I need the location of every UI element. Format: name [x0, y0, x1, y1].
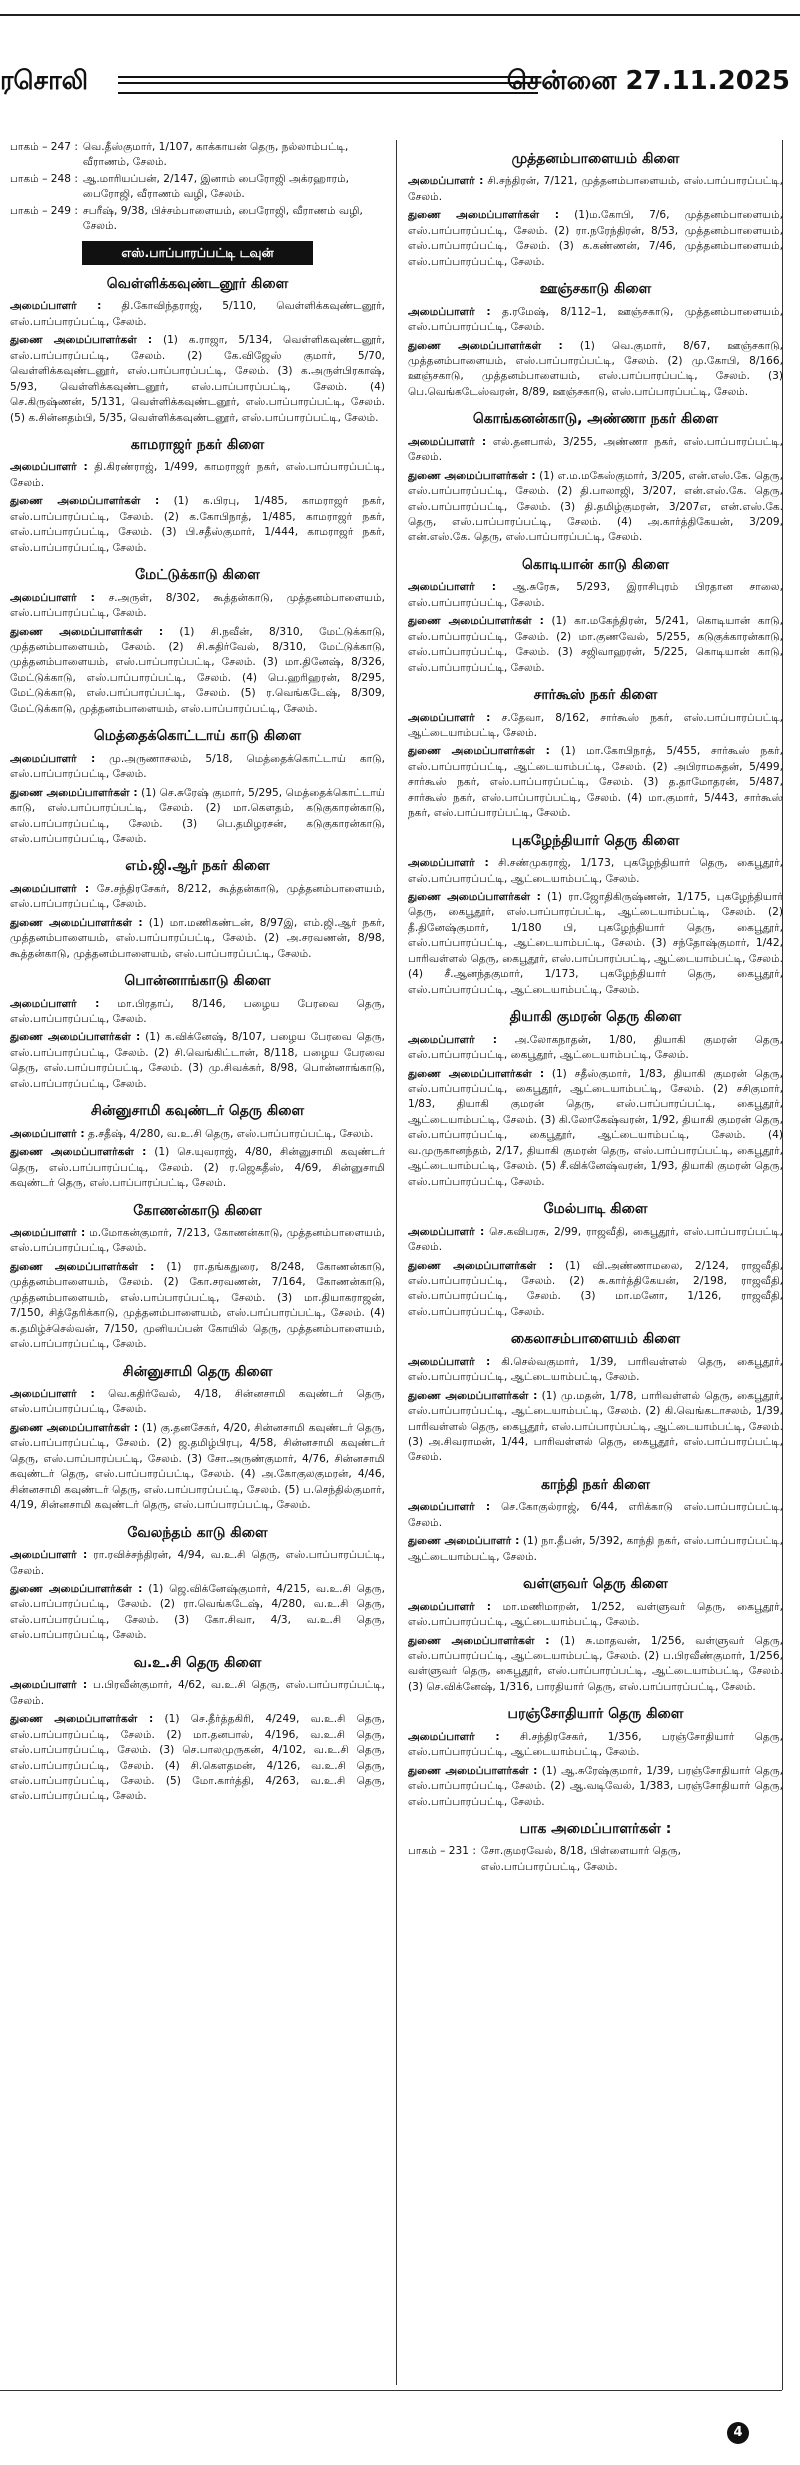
deputies-label: துணை அமைப்பாளர்கள் : — [10, 1031, 141, 1044]
deputies-label: துணை அமைப்பாளர்கள் : — [10, 1713, 154, 1726]
deputies-entry — [408, 890, 783, 998]
deputies-text: (1) வி.அண்ணாமலை, 2/124, ராஜவீதி, எஸ்.பாப்பாரப்பட்டி, சேலம். (2) சு.கார்த்திகேயன், 2/198, ராஜவீதி, எஸ்.பாப்பாரப்பட்டி, சேலம். (3) மா.மனோ, 1/126, ராஜவீதி, எஸ்.பாப்பாரப்பட்டி, சேலம். — [408, 1259, 783, 1318]
deputies-entry — [10, 1421, 385, 1514]
deputies-entry — [10, 494, 385, 556]
organizer-text: ப.பிரவீன்குமார், 4/62, வ.உ.சி தெரு, எஸ்.பாப்பாரப்பட்டி, சேலம். — [10, 1679, 385, 1707]
deputies-text: (1) எ.ம.மகேஸ்குமார், 3/205, என்.எஸ்.கே. தெரு, எஸ்.பாப்பாரப்பட்டி, சேலம். (2) தி.பாலாஜி, 3/207, என்.எஸ்.கே. தெரு, எஸ்.பாப்பாரப்பட்டி, சேலம். (3) தி.தமிழ்குமரன், 3/207எ, என்.எஸ்.கே. தெரு, எஸ்.பாப்பாரப்பட்டி, சேலம். (4) அ.கார்த்திகேயன், 3/209, என்.எஸ்.கே. தெரு, எஸ்.பாப்பாரப்பட்டி, சேலம். — [408, 469, 783, 544]
booth-label: பாகம் – 247 : — [10, 141, 78, 153]
deputies-text: (1) மு.மதன், 1/78, பாரிவள்ளல் தெரு, கைபூதூர், எஸ்.பாப்பாரப்பட்டி, ஆட்டையாம்பட்டி, சேலம். (2) கி.வெங்கடாசலம், 1/39, பாரிவள்ளல் தெரு, கைபூதூர், எஸ்.பாப்பாரப்பட்டி, ஆட்டையாம்பட்டி, சேலம். (3) அ.சிவராமன், 1/44, பாரிவள்ளல் தெரு, கைபூதூர், எஸ்.பாப்பாரப்பட்டி, சேலம். — [408, 1389, 783, 1464]
organizer-text: ச.அருள், 8/302, கூத்தன்காடு, முத்தனம்பாளையம், எஸ்.பாப்பாரப்பட்டி, சேலம். — [10, 591, 385, 620]
deputies-label: துணை அமைப்பாளர்கள் : — [10, 495, 160, 508]
booth-label: பாகம் – 249 : — [10, 204, 78, 217]
organizer-label: அமைப்பாளர் : — [408, 581, 496, 594]
city-date: சென்னை 27.11.2025 — [506, 66, 790, 96]
organizer-entry — [408, 1225, 783, 1256]
organizer-entry — [10, 591, 385, 622]
deputies-text: (1) க.பிரபு, 1/485, காமராஜர் நகர், எஸ்.பாப்பாரப்பட்டி, சேலம். (2) க.கோபிநாத், 1/485, காமராஜர் நகர், எஸ்.பாப்பாரப்பட்டி, சேலம். (3) பி.சதீஸ்குமார், 1/444, காமராஜர் நகர், எஸ்.பாப்பாரப்பட்டி, சேலம். — [10, 495, 385, 554]
deputies-entry — [10, 1582, 385, 1644]
deputies-entry — [10, 333, 385, 426]
booth-text: வெ.தீஸ்குமார், 1/107, காக்காயன் தெரு, நல்லாம்பட்டி, வீராணம், சேலம். — [82, 141, 349, 169]
deputies-entry — [408, 1764, 783, 1810]
deputies-entry — [408, 469, 783, 546]
organizer-text: சி.சண்முகராஜ், 1/173, புகழேந்தியார் தெரு, கைபூதூர், எஸ்.பாப்பாரப்பட்டி, ஆட்டையாம்பட்டி, சேலம். — [408, 857, 783, 885]
organizer-label: அமைப்பாளர் : — [10, 300, 102, 313]
deputies-label: துணை அமைப்பாளர்கள் : — [10, 1146, 147, 1159]
branch-title: மெத்தைக்கொட்டாய் காடு கிளை — [93, 728, 302, 745]
organizer-entry — [408, 1355, 783, 1386]
branch-title: சின்னுசாமி தெரு கிளை — [122, 1363, 273, 1380]
masthead — [0, 0, 800, 100]
organizer-entry — [408, 1730, 783, 1761]
footer-rule — [0, 2390, 782, 2391]
branch-title: கொங்கனன்காடு, அண்ணா நகர் கிளை — [472, 411, 719, 428]
organizer-entry — [408, 305, 783, 336]
organizer-entry — [408, 1600, 783, 1631]
deputies-label: துணை அமைப்பாளர்கள் : — [408, 1259, 553, 1272]
organizer-entry — [10, 1548, 385, 1579]
deputies-entry — [408, 1534, 783, 1565]
organizer-text: ம.மோகன்குமார், 7/213, கோணன்காடு, முத்தனம்பாளையம், எஸ்.பாப்பாரப்பட்டி, சேலம். — [10, 1226, 385, 1255]
booth-label: பாகம் – 248 : — [10, 172, 78, 185]
branch-title: மேல்பாடி கிளை — [543, 1201, 648, 1218]
deputies-text: (1) மா.கோபிநாத், 5/455, சார்கூஸ் நகர், எஸ்.பாப்பாரப்பட்டி, ஆட்டையாம்பட்டி, சேலம். (2) அபிராமசுதன், 5/499, சார்கூஸ் நகர், எஸ்.பாப்பாரப்பட்டி, சேலம். (3) த.தாமோதரன், 5/487, சார்கூஸ் நகர், எஸ்.பாப்பாரப்பட்டி, சேலம். (4) மா.குமார், 5/443, சார்கூஸ் நகர், எஸ்.பாப்பாரப்பட்டி, சேலம். — [408, 745, 783, 820]
right-column — [408, 140, 783, 2385]
organizer-entry — [10, 1678, 385, 1709]
branch-title: கைலாசம்பாளையம் கிளை — [510, 1331, 681, 1348]
organizer-entry — [408, 435, 783, 466]
deputies-text: (1) சு.மாதவன், 1/256, வள்ளுவர் தெரு, எஸ்.பாப்பாரப்பட்டி, ஆட்டையாம்பட்டி, சேலம். (2) ப.பிரவீண்குமார், 1/256, வள்ளுவர் தெரு, கைபூதூர், எஸ்.பாப்பாரப்பட்டி, ஆட்டையாம்பட்டி, சேலம். (3) செ.விக்னேஷ், 1/316, பாரதியார் தெரு, எஸ்.பாப்பாரப்பட்டி, சேலம். — [408, 1634, 783, 1693]
organizer-text: சே.சந்திரசேகர், 8/212, கூத்தன்காடு, முத்தனம்பாளையம், எஸ்.பாப்பாரப்பட்டி, சேலம். — [10, 882, 385, 911]
branch-title: சின்னுசாமி கவுண்டர் தெரு கிளை — [90, 1103, 305, 1120]
deputies-text: (1) ரா.ஜோதிகிருஷ்ணன், 1/175, புகழேந்தியார் தெரு, கைபூதூர், எஸ்.பாப்பாரப்பட்டி, ஆட்டையாம்பட்டி, சேலம். (2) தீ.தினேஷ்குமார், 1/180 பி, புகழேந்தியார் தெரு, கைபூதூர், எஸ்.பாப்பாரப்பட்டி, ஆட்டையாம்பட்டி, சேலம். (3) சந்தோஷ்குமார், 1/42, பாரிவள்ளல் தெரு, கைபூதூர், எஸ்.பாப்பாரப்பட்டி, ஆட்டையாம்பட்டி, சேலம். (4) சீ.ஆனந்தகுமார், 1/173, புகழேந்தியார் தெரு, கைபூதூர், எஸ்.பாப்பாரப்பட்டி, ஆட்டையாம்பட்டி, சேலம். — [408, 891, 783, 996]
organizer-text: ரா.ரவிச்சந்திரன், 4/94, வ.உ.சி தெரு, எஸ்.பாப்பாரப்பட்டி, சேலம். — [10, 1549, 385, 1577]
deputies-entry — [10, 786, 385, 848]
booth-label: பாகம் – 231 : — [408, 1845, 476, 1858]
deputies-label: துணை அமைப்பாளர்கள் : — [10, 786, 138, 799]
organizer-label: அமைப்பாளர் : — [10, 1127, 85, 1140]
organizer-entry — [408, 1500, 783, 1531]
organizer-label: அமைப்பாளர் : — [10, 1226, 86, 1239]
organizer-text: சி.சந்திரசேகர், 1/356, பரஞ்சோதியார் தெரு, எஸ்.பாப்பாரப்பட்டி, ஆட்டையாம்பட்டி, சேலம். — [408, 1730, 783, 1759]
deputies-entry — [408, 208, 783, 270]
branch-title: தியாகி குமரன் தெரு கிளை — [509, 1009, 682, 1026]
deputies-text: (1) கா.மகேந்திரன், 5/241, கொடியான் காடு, எஸ்.பாப்பாரப்பட்டி, சேலம். (2) மா.குணவேல், 5/255, கடுகுக்காரன்காடு, எஸ்.பாப்பாரப்பட்டி, சேலம். (3) சஜிவாஹரன், 5/225, கொடியான் காடு, எஸ்.பாப்பாரப்பட்டி, சேலம். — [408, 615, 783, 674]
organizer-entry — [408, 1033, 783, 1064]
organizer-label: அமைப்பாளர் : — [408, 1225, 485, 1238]
organizer-text: சி.சந்திரன், 7/121, முத்தனம்பாளையம், எஸ்.பாப்பாரப்பட்டி, சேலம். — [408, 175, 783, 203]
organizer-entry — [10, 1127, 385, 1142]
left-column — [10, 140, 385, 2385]
organizer-label: அமைப்பாளர் : — [408, 1600, 491, 1613]
deputies-label: துணை அமைப்பாளர்கள் : — [10, 334, 153, 347]
organizer-text: மா.மணிமாறன், 1/252, வள்ளுவர் தெரு, கைபூதூர், எஸ்.பாப்பாரப்பட்டி, ஆட்டையாம்பட்டி, சேலம். — [408, 1600, 783, 1629]
deputies-text: (1)ம.கோபி, 7/6, முத்தனம்பாளையம், எஸ்.பாப்பாரப்பட்டி, சேலம். (2) ரா.நரேந்திரன், 8/53, முத்தனம்பாளையம், எஸ்.பாப்பாரப்பட்டி, சேலம். (3) க.கண்ணன், 7/46, முத்தனம்பாளையம், எஸ்.பாப்பாரப்பட்டி, சேலம். — [408, 209, 783, 268]
branch-title: பொன்னாங்காடு கிளை — [124, 973, 271, 990]
organizer-label: அமைப்பாளர் : — [10, 461, 88, 474]
organizer-entry — [408, 711, 783, 742]
masthead-bars — [118, 76, 538, 94]
organizer-entry — [10, 1226, 385, 1257]
deputies-text: (1) செ.தீர்த்தகிரி, 4/249, வ.உ.சி தெரு, எஸ்.பாப்பாரப்பட்டி, சேலம். (2) மா.தனபால், 4/196, வ.உ.சி தெரு, எஸ்.பாப்பாரப்பட்டி, சேலம். (3) செ.பாலமுருகன், 4/102, வ.உ.சி தெரு, எஸ்.பாப்பாரப்பட்டி, சேலம். (4) சி.கௌதமன், 4/126, வ.உ.சி தெரு, எஸ்.பாப்பாரப்பட்டி, சேலம். (5) மோ.கார்த்தி, 4/263, வ.உ.சி தெரு, எஸ்.பாப்பாரப்பட்டி, சேலம். — [10, 1713, 385, 1803]
organizer-label: அமைப்பாளர் : — [408, 1033, 497, 1046]
town-band: எஸ்.பாப்பாரப்பட்டி டவுன் — [82, 241, 313, 265]
branch-title: ஊஞ்சகாடு கிளை — [539, 281, 652, 298]
deputies-label: துணை அமைப்பாளர்கள் : — [408, 1764, 538, 1777]
deputies-entry — [10, 1145, 385, 1191]
booth-text: ஆ.மாரியப்பன், 2/147, இனாம் பைரோஜி அக்ரஹாரம், பைரோஜி, வீராணம் வழி, சேலம். — [82, 172, 349, 201]
organizer-label: அமைப்பாளர் : — [10, 1679, 88, 1692]
organizer-text: வெ.கதிர்வேல், 4/18, சின்னசாமி கவுண்டர் தெரு, எஸ்.பாப்பாரப்பட்டி, சேலம். — [10, 1388, 385, 1416]
deputies-label: துணை அமைப்பாளர்கள் : — [10, 1260, 155, 1273]
deputies-label: துணை அமைப்பாளர் : — [408, 1535, 520, 1548]
branch-title: கொடியான் காடு கிளை — [521, 556, 670, 573]
deputies-label: துணை அமைப்பாளர்கள் : — [408, 615, 544, 628]
deputies-entry — [408, 1259, 783, 1321]
organizer-entry — [10, 752, 385, 783]
organizer-text: செ.கவிபரசு, 2/99, ராஜவீதி, கைபூதூர், எஸ்.பாப்பாரப்பட்டி, சேலம். — [408, 1225, 783, 1254]
booth-entry — [10, 140, 385, 171]
deputies-text: (1) செ.யுவராஜ், 4/80, சின்னுசாமி கவுண்டர் தெரு, எஸ்.பாப்பாரப்பட்டி, சேலம். (2) ர.ஜெகதீஸ், 4/69, சின்னுசாமி கவுண்டர் தெரு, எஸ்.பாப்பாரப்பட்டி, சேலம். — [10, 1146, 385, 1190]
booth-entry — [10, 172, 385, 203]
deputies-text: (1) சி.நவீன், 8/310, மேட்டுக்காடு, முத்தனம்பாளையம், சேலம். (2) சி.சுதிர்வேல், 8/310, மேட்டுக்காடு, முத்தனம்பாளையம், எஸ்.பாப்பாரப்பட்டி, சேலம். (3) மா.தினேஷ், 8/326, மேட்டுக்காடு, எஸ்.பாப்பாரப்பட்டி, சேலம். (4) பெ.ஹரிஹரன், 8/295, மேட்டுக்காடு, எஸ்.பாப்பாரப்பட்டி, சேலம். (5) ர.வெங்கடேஷ், 8/309, மேட்டுக்காடு, முத்தனம்பாளையம், எஸ்.பாப்பாரப்பட்டி, சேலம். — [10, 625, 385, 715]
organizer-label: அமைப்பாளர் : — [408, 435, 487, 448]
organizer-entry — [10, 460, 385, 491]
organizer-text: தி.கிரண்ராஜ், 1/499, காமராஜர் நகர், எஸ்.பாப்பாரப்பட்டி, சேலம். — [10, 461, 385, 489]
organizer-label: அமைப்பாளர் : — [408, 175, 484, 188]
deputies-label: துணை அமைப்பாளர்கள் : — [10, 1421, 139, 1434]
branch-title: எம்.ஜி.ஆர் நகர் கிளை — [125, 858, 270, 875]
branch-title: வெள்ளிக்கவுண்டனூர் கிளை — [106, 275, 289, 292]
deputies-entry — [10, 1030, 385, 1092]
article-columns — [10, 140, 782, 2385]
organizer-label: அமைப்பாளர் : — [408, 1730, 500, 1743]
branch-title: காமராஜர் நகர் கிளை — [130, 437, 265, 454]
deputies-label: துணை அமைப்பாளர்கள் : — [10, 916, 143, 929]
deputies-text: (1) மா.மணிகண்டன், 8/97இ, எம்.ஜி.ஆர் நகர், முத்தனம்பாளையம், எஸ்.பாப்பாரப்பட்டி, சேலம். (2) அ.சரவணன், 8/98, கூத்தன்காடு, முத்தனம்பாளையம், எஸ்.பாப்பாரப்பட்டி, சேலம். — [10, 916, 385, 960]
organizer-text: த.ரமேஷ், 8/112–1, ஊஞ்சகாடு, முத்தனம்பாளையம், எஸ்.பாப்பாரப்பட்டி, சேலம். — [408, 305, 783, 334]
deputies-entry — [408, 339, 783, 401]
organizer-label: அமைப்பாளர் : — [10, 1549, 88, 1562]
paper-title: ரசொலி — [0, 66, 89, 96]
deputies-text: (1) சதீஸ்குமார், 1/83, தியாகி குமரன் தெரு, எஸ்.பாப்பாரப்பட்டி, கைபூதூர், ஆட்டையாம்பட்டி, சேலம். (2) சசிகுமார், 1/83, தியாகி குமரன் தெரு, எஸ்.பாப்பாரப்பட்டி, கைபூதூர், ஆட்டையாம்பட்டி, சேலம். (3) கி.லோகேஷ்வரன், 1/92, தியாகி குமரன் தெரு, எஸ்.பாப்பாரப்பட்டி, கைபூதூர், ஆட்டையாம்பட்டி, சேலம். (4) வ.முருகானந்தம், 2/17, தியாகி குமரன் தெரு, எஸ்.பாப்பாரப்பட்டி, கைபூதூர், ஆட்டையாம்பட்டி, சேலம். (5) சீ.விக்னேஷ்வரன், 1/93, தியாகி குமரன் தெரு, எஸ்.பாப்பாரப்பட்டி, சேலம். — [408, 1067, 783, 1188]
deputies-label: துணை அமைப்பாளர்கள் : — [408, 1389, 538, 1402]
organizer-entry — [408, 174, 783, 205]
branch-title: வள்ளுவர் தெரு கிளை — [523, 1576, 668, 1593]
deputies-entry — [10, 1712, 385, 1805]
organizer-label: அமைப்பாளர் : — [10, 1388, 95, 1401]
deputies-label: துணை அமைப்பாளர்கள் : — [408, 891, 541, 904]
deputies-entry — [408, 1067, 783, 1191]
deputies-label: துணை அமைப்பாளர்கள் : — [408, 469, 536, 482]
deputies-label: துணை அமைப்பாளர்கள் : — [10, 1582, 143, 1595]
branch-title: பரஞ்சோதியார் தெரு கிளை — [507, 1706, 684, 1723]
organizer-text: தி.கோவிந்தராஜ், 5/110, வெள்ளிக்கவுண்டனூர், எஸ்.பாப்பாரப்பட்டி, சேலம். — [10, 300, 385, 328]
branch-title: வ.உ.சி தெரு கிளை — [133, 1654, 262, 1671]
deputies-label: துணை அமைப்பாளர்கள் : — [408, 209, 559, 222]
deputies-entry — [10, 625, 385, 718]
organizer-label: அமைப்பாளர் : — [408, 857, 489, 870]
booth-text: சோ.குமரவேல், 8/18, பிள்ளையார் தெரு, எஸ்.பாப்பாரப்பட்டி, சேலம். — [480, 1845, 681, 1873]
deputies-text: (1) கு.தனசேகர், 4/20, சின்னசாமி கவுண்டர் தெரு, எஸ்.பாப்பாரப்பட்டி, சேலம். (2) ஜ.தமிழ்பிரபு, 4/58, சின்னசாமி கவுண்டர் தெரு, எஸ்.பாப்பாரப்பட்டி, சேலம். (3) சோ.அருண்குமார், 4/76, சின்னசாமி கவுண்டர் தெரு, எஸ்.பாப்பாரப்பட்டி, சேலம். (4) அ.கோகுலகுமரன், 4/46, சின்னசாமி கவுண்டர் தெரு, எஸ்.பாப்பாரப்பட்டி, சேலம். (5) ப.செந்தில்குமார், 4/19, சின்னசாமி கவுண்டர் தெரு, எஸ்.பாப்பாரப்பட்டி, சேலம். — [10, 1421, 385, 1512]
deputies-text: (1) க.விக்னேஷ், 8/107, பழைய பேரவை தெரு, எஸ்.பாப்பாரப்பட்டி, சேலம். (2) சி.வெங்கிட்டான், 8/118, பழைய பேரவை தெரு, எஸ்.பாப்பாரப்பட்டி, சேலம். (3) மு.சிவக்கர், 8/98, பொன்னாங்காடு, எஸ்.பாப்பாரப்பட்டி, சேலம். — [10, 1031, 385, 1090]
deputies-text: (1) ஜெ.விக்னேஷ்குமார், 4/215, வ.உ.சி தெரு, எஸ்.பாப்பாரப்பட்டி, சேலம். (2) ரா.வெங்கடேஷ், 4/280, வ.உ.சி தெரு, எஸ்.பாப்பாரப்பட்டி, சேலம். (3) கோ.சிவா, 4/3, வ.உ.சி தெரு, எஸ்.பாப்பாரப்பட்டி, சேலம். — [10, 1582, 385, 1642]
top-rule — [0, 14, 800, 16]
organizer-label: அமைப்பாளர் : — [10, 752, 96, 765]
organizer-label: அமைப்பாளர் : — [408, 1501, 491, 1514]
organizer-text: கி.செல்வகுமார், 1/39, பாரிவள்ளல் தெரு, கைபூதூர், எஸ்.பாப்பாரப்பட்டி, ஆட்டையாம்பட்டி, சேலம். — [408, 1355, 783, 1384]
booth-heading: பாக அமைப்பாளர்கள் : — [519, 1821, 672, 1838]
deputies-entry — [408, 1389, 783, 1466]
deputies-text: (1) வெ.குமார், 8/67, ஊஞ்சகாடு, முத்தனம்பாளையம், எஸ்.பாப்பாரப்பட்டி, சேலம். (2) மு.கோபி, 8/166, ஊஞ்சகாடு, முத்தனம்பாளையம், எஸ்.பாப்பாரப்பட்டி, சேலம். (3) பெ.வெங்கடேஸ்வரன், 8/89, ஊஞ்சகாடு, எஸ்.பாப்பாரப்பட்டி, சேலம். — [408, 339, 783, 398]
page-number: 4 — [727, 2422, 749, 2444]
booth-entry — [408, 1844, 783, 1875]
deputies-label: துணை அமைப்பாளர்கள் : — [408, 1067, 545, 1080]
deputies-text: (1) ஆ.சுரேஷ்குமார், 1/39, பரஞ்சோதியார் தெரு, எஸ்.பாப்பாரப்பட்டி, சேலம். (2) ஆ.வடிவேல், 1/383, பரஞ்சோதியார் தெரு, எஸ்.பாப்பாரப்பட்டி, சேலம். — [408, 1764, 783, 1808]
organizer-text: ச.தேவா, 8/162, சார்கூஸ் நகர், எஸ்.பாப்பாரப்பட்டி, ஆட்டையாம்பட்டி, சேலம். — [408, 711, 783, 739]
deputies-label: துணை அமைப்பாளர்கள் : — [408, 339, 563, 352]
organizer-entry — [10, 997, 385, 1028]
deputies-text: (1) ரா.தங்கதுரை, 8/248, கோணன்காடு, முத்தனம்பாளையம், சேலம். (2) கோ.சரவணன், 7/164, கோணன்காடு, முத்தனம்பாளையம், எஸ்.பாப்பாரப்பட்டி, சேலம். (3) மா.தியாகராஜன், 7/150, சித்தேரிக்காடு, முத்தனம்பாளையம், எஸ்.பாப்பாரப்பட்டி, சேலம். (4) க.தமிழ்ச்செல்வன், 7/150, முனியப்பன் கோயில் தெரு, முத்தனம்பாளையம், எஸ்.பாப்பாரப்பட்டி, சேலம். — [10, 1260, 385, 1351]
organizer-text: த.சதீஷ், 4/280, வ.உ.சி தெரு, எஸ்.பாப்பாரப்பட்டி, சேலம். — [88, 1127, 374, 1140]
organizer-entry — [10, 882, 385, 913]
branch-title: காந்தி நகர் கிளை — [540, 1476, 651, 1493]
organizer-label: அமைப்பாளர் : — [408, 711, 491, 724]
organizer-text: ஆ.சுரேசு, 5/293, இராசிபுரம் பிரதான சாலை, எஸ்.பாப்பாரப்பட்டி, சேலம். — [408, 581, 783, 609]
deputies-text: (1) செ.சுரேஷ் குமார், 5/295, மெத்தைக்கொட்டாய் காடு, எஸ்.பாப்பாரப்பட்டி, சேலம். (2) மா.கௌதம், கடுகுகாரன்காடு, எஸ்.பாப்பாரப்பட்டி, சேலம். (3) பெ.தமிழரசன், கடுகுகாரன்காடு, எஸ்.பாப்பாரப்பட்டி, சேலம். — [10, 786, 385, 845]
organizer-label: அமைப்பாளர் : — [408, 1355, 491, 1368]
deputies-label: துணை அமைப்பாளர்கள் : — [408, 745, 550, 758]
deputies-label: துணை அமைப்பாளர்கள் : — [408, 1634, 550, 1647]
organizer-text: மா.பிரதாப், 8/146, பழைய பேரவை தெரு, எஸ்.பாப்பாரப்பட்டி, சேலம். — [10, 997, 385, 1025]
organizer-label: அமைப்பாளர் : — [10, 882, 90, 895]
deputies-text: (1) க.ராஜா, 5/134, வெள்ளிகவுண்டனூர், எஸ்.பாப்பாரப்பட்டி, சேலம். (2) கே.விஜேஸ் குமார், 5/70, வெள்ளிக்கவுண்டனூர், எஸ்.பாப்பாரப்பட்டி, சேலம். (3) க.அருள்பிரகாஷ், 5/93, வெள்ளிக்கவுண்டனூர், எஸ்.பாப்பாரப்பட்டி, சேலம். (4) செ.கிருஷ்ணன், 5/131, வெள்ளிக்கவுண்டனூர், எஸ்.பாப்பாரப்பட்டி, சேலம். (5) க.சின்னதம்பி, 5/35, வெள்ளிக்கவுண்டனூர், எஸ்.பாப்பாரப்பட்டி, சேலம். — [10, 334, 385, 424]
branch-title: புகழேந்தியார் தெரு கிளை — [511, 832, 680, 849]
branch-title: முத்தனம்பாளையம் கிளை — [511, 151, 680, 167]
organizer-label: அமைப்பாளர் : — [10, 591, 95, 604]
organizer-text: அ.லோகநாதன், 1/80, தியாகி குமரன் தெரு, எஸ்.பாப்பாரப்பட்டி, கைபூதூர், ஆட்டையாம்பட்டி, சேலம். — [408, 1033, 783, 1062]
organizer-entry — [10, 1387, 385, 1418]
organizer-entry — [408, 856, 783, 887]
branch-title: மேட்டுக்காடு கிளை — [135, 567, 260, 584]
column-divider — [396, 140, 397, 2385]
organizer-text: செ.கோகுல்ராஜ், 6/44, எரிக்காடு எஸ்.பாப்பாரப்பட்டி, சேலம். — [408, 1501, 783, 1529]
organizer-entry — [408, 580, 783, 611]
deputies-entry — [408, 614, 783, 676]
deputies-entry — [10, 1260, 385, 1353]
deputies-text: (1) நா.தீபன், 5/392, காந்தி நகர், எஸ்.பாப்பாரப்பட்டி, ஆட்டையாம்பட்டி, சேலம். — [408, 1535, 783, 1563]
deputies-label: துணை அமைப்பாளர்கள் : — [10, 625, 164, 638]
organizer-label: அமைப்பாளர் : — [408, 305, 491, 318]
branch-title: கோணன்காடு கிளை — [133, 1202, 262, 1219]
booth-entry — [10, 204, 385, 235]
organizer-text: எல்.தனபால், 3/255, அண்ணா நகர், எஸ்.பாப்பாரப்பட்டி, சேலம். — [408, 435, 783, 464]
deputies-entry — [10, 916, 385, 962]
organizer-entry — [10, 299, 385, 330]
branch-title: சார்கூஸ் நகர் கிளை — [533, 687, 658, 704]
organizer-label: அமைப்பாளர் : — [10, 997, 100, 1010]
organizer-text: மு.அருணாசலம், 5/18, மெத்தைக்கொட்டாய் காடு, எஸ்.பாப்பாரப்பட்டி, சேலம். — [10, 752, 385, 781]
deputies-entry — [408, 1634, 783, 1696]
branch-title: வேலந்தம் காடு கிளை — [127, 1524, 268, 1541]
deputies-entry — [408, 744, 783, 821]
booth-text: சபரீஷ், 9/38, பிச்சம்பாளையம், பைரோஜி, வீராணம் வழி, சேலம். — [82, 204, 363, 233]
